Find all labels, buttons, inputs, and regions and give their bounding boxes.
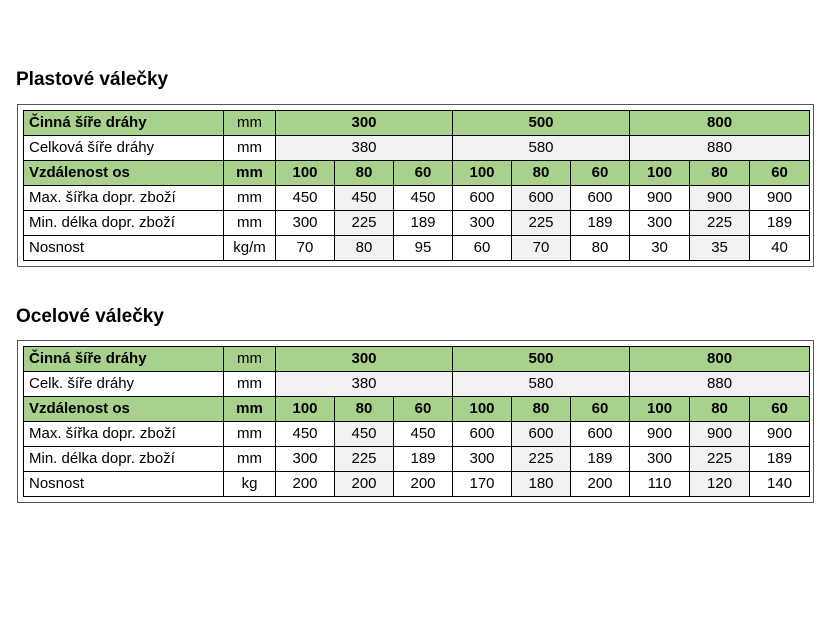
table-cell: 35 — [690, 236, 750, 261]
row-label: Vzdálenost os — [24, 397, 224, 422]
table-row-total-width — [24, 372, 810, 397]
row-unit: kg/m — [224, 236, 276, 261]
table-cell: 380 — [276, 136, 453, 161]
table-row-total-width — [24, 136, 810, 161]
table-cell: 80 — [335, 236, 394, 261]
table-cell: 189 — [750, 211, 810, 236]
table-cell: 900 — [750, 422, 810, 447]
plastic-rollers-table — [23, 110, 810, 261]
table-cell: 225 — [512, 211, 571, 236]
row-unit: mm — [224, 186, 276, 211]
table-cell: 120 — [690, 472, 750, 497]
table-cell: 900 — [690, 186, 750, 211]
table-row-capacity — [24, 236, 810, 261]
row-unit: kg — [224, 472, 276, 497]
row-unit: mm — [224, 136, 276, 161]
table-cell: 200 — [335, 472, 394, 497]
table-cell: 200 — [394, 472, 453, 497]
row-unit: mm — [224, 422, 276, 447]
table-row-min-length — [24, 447, 810, 472]
table-cell: 189 — [571, 447, 630, 472]
table-cell: 70 — [276, 236, 335, 261]
table-cell: 225 — [690, 447, 750, 472]
table-cell: 100 — [453, 397, 512, 422]
table-cell: 80 — [335, 161, 394, 186]
table-cell: 225 — [335, 211, 394, 236]
steel-rollers-table-frame — [17, 340, 814, 503]
row-label: Nosnost — [24, 472, 224, 497]
table-cell: 600 — [571, 422, 630, 447]
table-cell: 225 — [690, 211, 750, 236]
table-cell: 60 — [571, 397, 630, 422]
table-cell: 95 — [394, 236, 453, 261]
row-unit: mm — [224, 347, 276, 372]
table-cell: 200 — [571, 472, 630, 497]
row-label: Max. šířka dopr. zboží — [24, 186, 224, 211]
table-cell: 80 — [690, 397, 750, 422]
row-unit: mm — [224, 111, 276, 136]
table-cell: 80 — [690, 161, 750, 186]
table-cell: 100 — [630, 161, 690, 186]
table-cell: 600 — [512, 422, 571, 447]
row-label: Nosnost — [24, 236, 224, 261]
table-cell: 300 — [276, 447, 335, 472]
table-cell: 180 — [512, 472, 571, 497]
table-cell: 450 — [394, 186, 453, 211]
table-cell: 60 — [394, 397, 453, 422]
table-cell: 80 — [335, 397, 394, 422]
table-cell: 189 — [571, 211, 630, 236]
table-cell: 580 — [453, 372, 630, 397]
table-cell: 900 — [630, 186, 690, 211]
table-row-axis-distance — [24, 397, 810, 422]
table-cell: 380 — [276, 372, 453, 397]
table-cell: 60 — [750, 161, 810, 186]
table-cell: 880 — [630, 136, 810, 161]
table-cell: 80 — [571, 236, 630, 261]
table-cell: 80 — [512, 161, 571, 186]
table-cell: 900 — [630, 422, 690, 447]
table-cell: 189 — [394, 447, 453, 472]
table-cell: 600 — [453, 422, 512, 447]
table-cell: 100 — [630, 397, 690, 422]
table-row-axis-distance — [24, 161, 810, 186]
table-row-active-width — [24, 111, 810, 136]
table-cell: 60 — [750, 397, 810, 422]
table-cell: 300 — [276, 211, 335, 236]
row-label: Celková šíře dráhy — [24, 136, 224, 161]
table-cell: 140 — [750, 472, 810, 497]
table-cell: 300 — [453, 211, 512, 236]
table-cell: 100 — [453, 161, 512, 186]
table-cell: 800 — [630, 347, 810, 372]
row-unit: mm — [224, 372, 276, 397]
section-title-steel: Ocelové válečky — [16, 306, 164, 327]
plastic-rollers-table-frame — [17, 104, 814, 267]
table-row-max-width — [24, 186, 810, 211]
table-row-min-length — [24, 211, 810, 236]
table-cell: 880 — [630, 372, 810, 397]
table-cell: 450 — [276, 186, 335, 211]
row-label: Vzdálenost os — [24, 161, 224, 186]
row-unit: mm — [224, 397, 276, 422]
table-cell: 225 — [512, 447, 571, 472]
table-cell: 900 — [750, 186, 810, 211]
table-cell: 60 — [453, 236, 512, 261]
table-cell: 300 — [453, 447, 512, 472]
table-cell: 80 — [512, 397, 571, 422]
row-label: Max. šířka dopr. zboží — [24, 422, 224, 447]
table-cell: 110 — [630, 472, 690, 497]
table-cell: 100 — [276, 161, 335, 186]
table-cell: 100 — [276, 397, 335, 422]
row-unit: mm — [224, 161, 276, 186]
table-cell: 900 — [690, 422, 750, 447]
table-cell: 225 — [335, 447, 394, 472]
table-cell: 450 — [276, 422, 335, 447]
table-cell: 60 — [394, 161, 453, 186]
table-cell: 40 — [750, 236, 810, 261]
table-cell: 300 — [630, 211, 690, 236]
table-cell: 450 — [335, 186, 394, 211]
row-label: Min. délka dopr. zboží — [24, 211, 224, 236]
table-cell: 500 — [453, 347, 630, 372]
row-label: Činná šíře dráhy — [24, 111, 224, 136]
section-title-plastic: Plastové válečky — [16, 69, 169, 90]
table-cell: 300 — [276, 347, 453, 372]
table-cell: 189 — [394, 211, 453, 236]
table-cell: 70 — [512, 236, 571, 261]
table-cell: 30 — [630, 236, 690, 261]
row-label: Činná šíře dráhy — [24, 347, 224, 372]
table-cell: 300 — [276, 111, 453, 136]
table-row-max-width — [24, 422, 810, 447]
table-cell: 580 — [453, 136, 630, 161]
table-cell: 189 — [750, 447, 810, 472]
table-cell: 300 — [630, 447, 690, 472]
table-cell: 60 — [571, 161, 630, 186]
table-row-active-width — [24, 347, 810, 372]
row-label: Min. délka dopr. zboží — [24, 447, 224, 472]
table-cell: 600 — [571, 186, 630, 211]
row-unit: mm — [224, 447, 276, 472]
table-cell: 170 — [453, 472, 512, 497]
table-cell: 600 — [512, 186, 571, 211]
table-cell: 600 — [453, 186, 512, 211]
table-cell: 450 — [335, 422, 394, 447]
table-cell: 450 — [394, 422, 453, 447]
table-row-capacity — [24, 472, 810, 497]
row-label: Celk. šíře dráhy — [24, 372, 224, 397]
steel-rollers-table — [23, 346, 810, 497]
table-cell: 500 — [453, 111, 630, 136]
row-unit: mm — [224, 211, 276, 236]
table-cell: 200 — [276, 472, 335, 497]
table-cell: 800 — [630, 111, 810, 136]
